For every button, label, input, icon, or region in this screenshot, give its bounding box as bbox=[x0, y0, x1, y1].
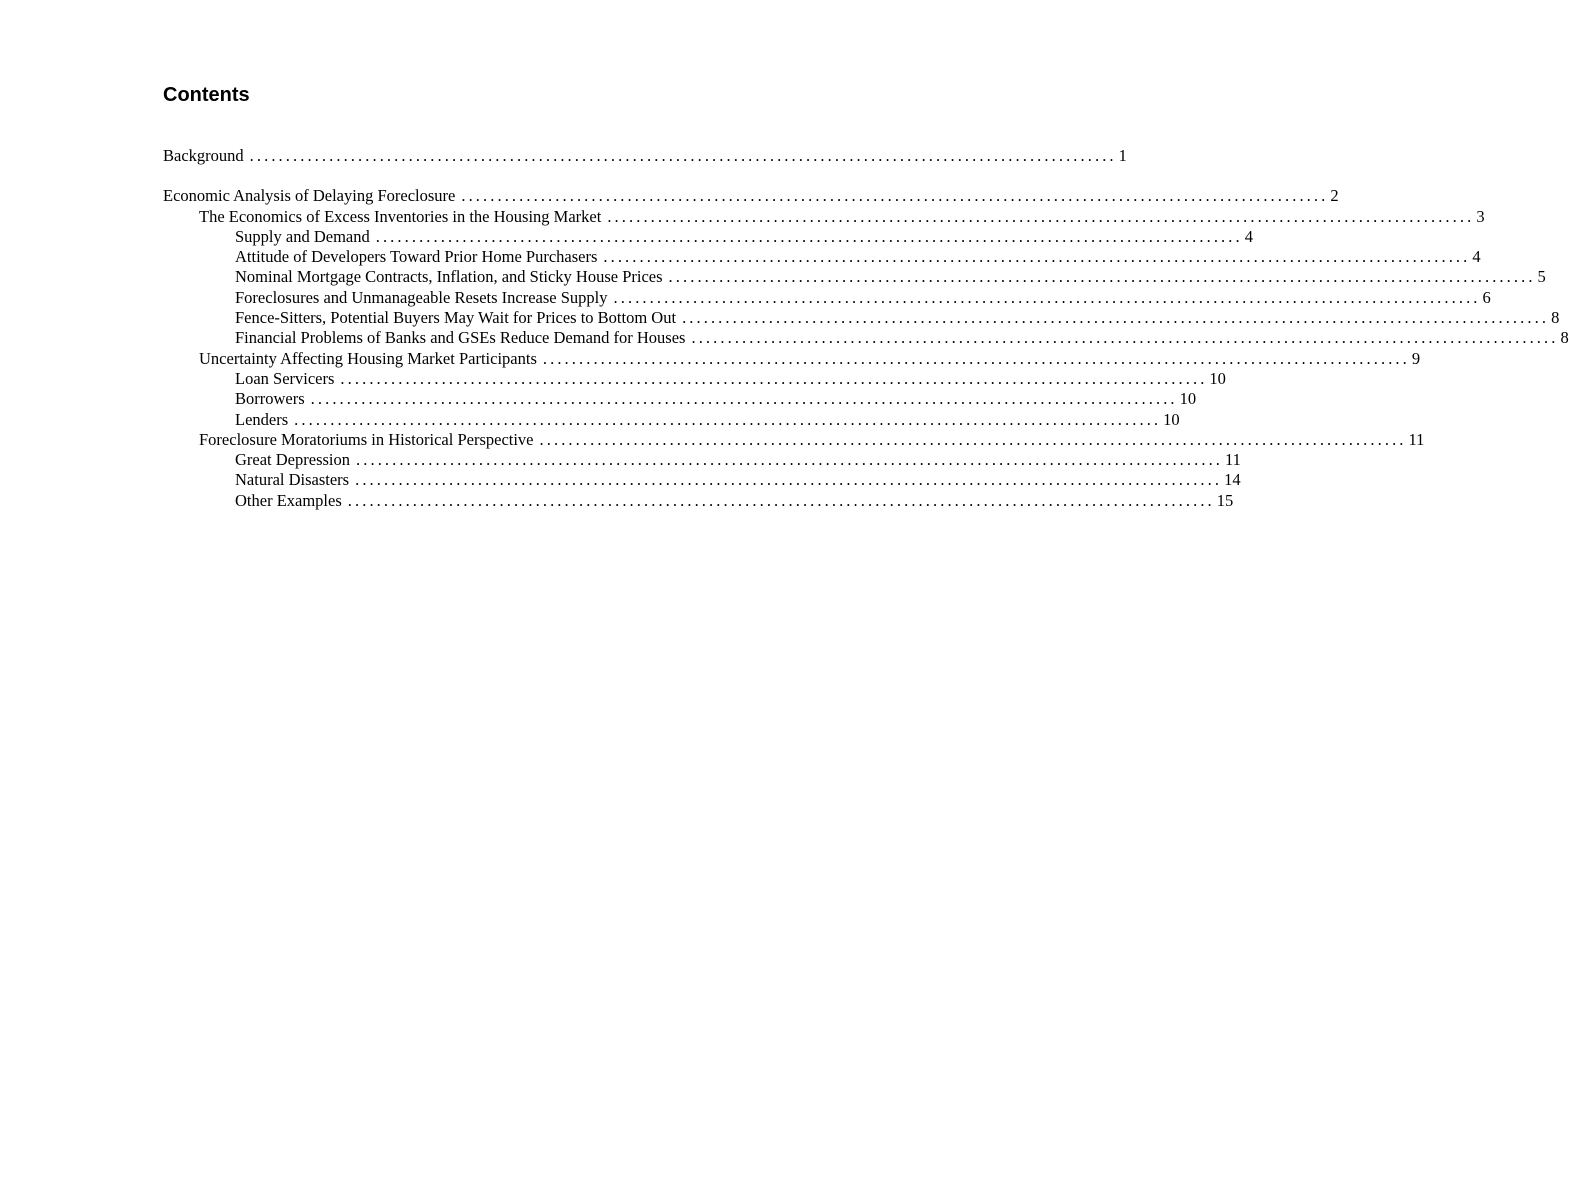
toc-dot-leader: ........................................................................................................................ bbox=[340, 368, 1208, 388]
toc-page-number: 2 bbox=[1330, 186, 1339, 206]
toc-page-number: 14 bbox=[1224, 470, 1241, 490]
toc-entry[interactable] bbox=[163, 146, 1127, 166]
toc-dot-leader: ........................................................................................................................ bbox=[310, 389, 1178, 409]
toc-page-number: 9 bbox=[1411, 348, 1421, 368]
toc-dot-leader: ........................................................................................................................ bbox=[613, 287, 1481, 307]
toc-page-number: 5 bbox=[1537, 267, 1546, 287]
toc-dot-leader: ........................................................................................................................ bbox=[603, 247, 1471, 267]
toc-entry[interactable] bbox=[163, 206, 1485, 227]
toc-page-number: 11 bbox=[1408, 429, 1425, 449]
toc-page-number: 4 bbox=[1244, 226, 1253, 246]
toc-page-number: 8 bbox=[1551, 308, 1560, 328]
toc-entry-title: Foreclosure Moratoriums in Historical Perspective bbox=[199, 429, 534, 449]
contents-heading: Contents bbox=[163, 84, 250, 106]
table-of-contents bbox=[163, 146, 1569, 511]
toc-entry[interactable] bbox=[163, 470, 1241, 490]
toc-entry-title: Loan Servicers bbox=[235, 368, 335, 388]
toc-entry[interactable] bbox=[163, 226, 1253, 247]
toc-entry[interactable] bbox=[163, 348, 1421, 369]
toc-dot-leader: ........................................................................................................................ bbox=[539, 429, 1407, 449]
toc-entry-title: Uncertainty Affecting Housing Market Participants bbox=[199, 348, 537, 368]
toc-entry-title: Supply and Demand bbox=[235, 226, 370, 246]
toc-entry-title: The Economics of Excess Inventories in the Housing Market bbox=[199, 206, 602, 226]
toc-entry[interactable] bbox=[163, 409, 1180, 430]
toc-page-number: 8 bbox=[1560, 328, 1569, 348]
toc-entry[interactable] bbox=[163, 186, 1339, 206]
toc-entry[interactable] bbox=[163, 429, 1425, 450]
toc-page-number: 10 bbox=[1209, 368, 1226, 388]
toc-dot-leader: ........................................................................................................................ bbox=[294, 409, 1162, 429]
toc-page-number: 10 bbox=[1163, 409, 1180, 429]
toc-dot-leader: ........................................................................................................................ bbox=[375, 226, 1243, 246]
toc-entry-title: Other Examples bbox=[235, 490, 342, 510]
toc-dot-leader: ........................................................................................................................ bbox=[607, 206, 1475, 226]
toc-entry-title: Nominal Mortgage Contracts, Inflation, and Sticky House Prices bbox=[235, 267, 663, 287]
toc-page-number: 10 bbox=[1179, 389, 1197, 409]
toc-dot-leader: ........................................................................................................................ bbox=[461, 186, 1329, 206]
toc-entry[interactable] bbox=[163, 328, 1569, 348]
toc-dot-leader: ........................................................................................................................ bbox=[355, 470, 1223, 490]
toc-dot-leader: ........................................................................................................................ bbox=[347, 490, 1215, 510]
toc-entry-title: Attitude of Developers Toward Prior Home Purchasers bbox=[235, 247, 598, 267]
toc-entry-title: Economic Analysis of Delaying Foreclosure bbox=[163, 186, 456, 206]
toc-entry-title: Fence-Sitters, Potential Buyers May Wait for Prices to Bottom Out bbox=[235, 308, 677, 328]
toc-entry[interactable] bbox=[163, 490, 1234, 511]
toc-dot-leader: ........................................................................................................................ bbox=[542, 348, 1410, 368]
toc-dot-leader: ........................................................................................................................ bbox=[249, 146, 1117, 165]
toc-entry-title: Background bbox=[163, 146, 244, 165]
toc-entry-title: Foreclosures and Unmanageable Resets Increase Supply bbox=[235, 287, 608, 307]
toc-page-number: 3 bbox=[1476, 206, 1485, 226]
toc-dot-leader: ........................................................................................................................ bbox=[691, 328, 1559, 348]
toc-entry-title: Natural Disasters bbox=[235, 470, 350, 490]
toc-entry[interactable] bbox=[163, 308, 1560, 328]
toc-dot-leader: ........................................................................................................................ bbox=[356, 450, 1224, 470]
toc-entry-title: Financial Problems of Banks and GSEs Reduce Demand for Houses bbox=[235, 328, 686, 348]
toc-page-number: 1 bbox=[1118, 146, 1127, 165]
toc-page-number: 15 bbox=[1216, 490, 1234, 510]
toc-entry-title: Lenders bbox=[235, 409, 289, 429]
toc-page-number: 11 bbox=[1225, 450, 1241, 470]
toc-entry[interactable] bbox=[163, 287, 1491, 308]
toc-entry-title: Borrowers bbox=[235, 389, 305, 409]
toc-entry-title: Great Depression bbox=[235, 450, 351, 470]
toc-entry[interactable] bbox=[163, 267, 1546, 287]
toc-entry[interactable] bbox=[163, 368, 1226, 389]
toc-entry[interactable] bbox=[163, 247, 1481, 267]
toc-dot-leader: ........................................................................................................................ bbox=[668, 267, 1536, 287]
toc-dot-leader: ........................................................................................................................ bbox=[682, 308, 1550, 328]
toc-entry[interactable] bbox=[163, 389, 1197, 409]
toc-page-number: 6 bbox=[1482, 287, 1491, 307]
toc-entry[interactable] bbox=[163, 450, 1241, 470]
toc-page-number: 4 bbox=[1472, 247, 1481, 267]
